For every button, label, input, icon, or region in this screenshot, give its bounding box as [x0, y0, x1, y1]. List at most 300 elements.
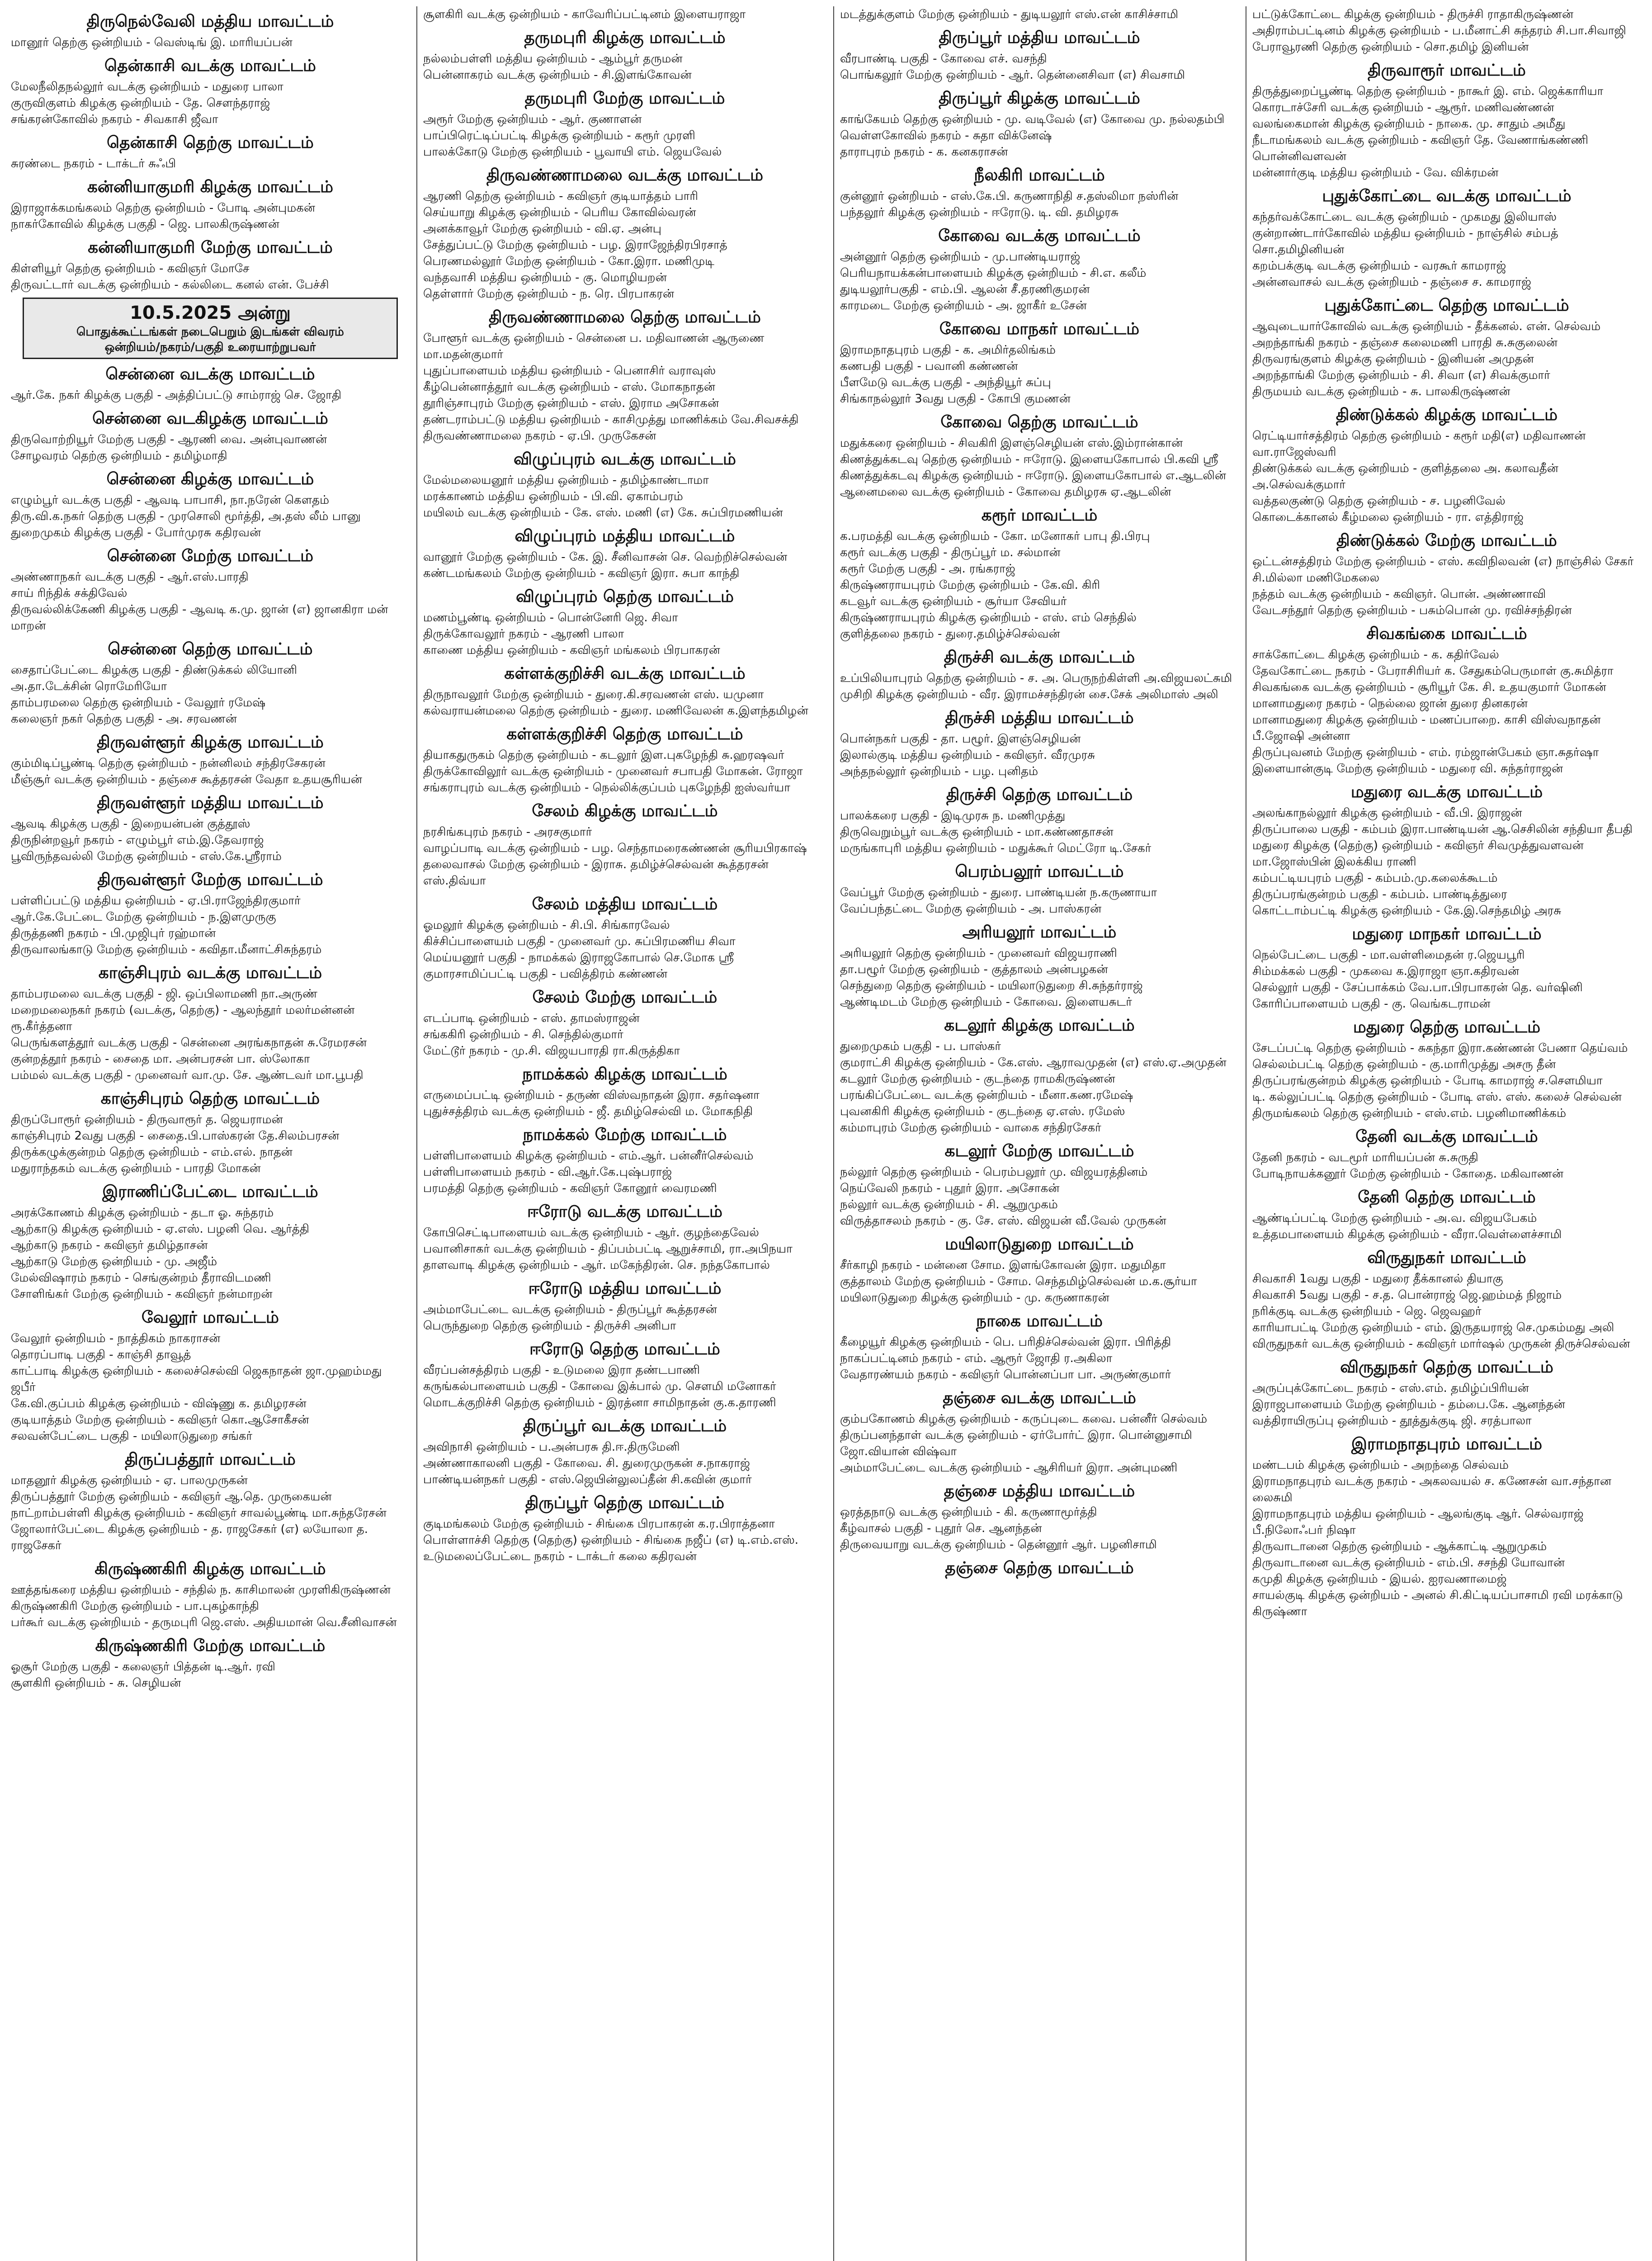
district-heading: புதுக்கோட்டை வடக்கு மாவட்டம் [1322, 187, 1572, 205]
speaker-entry: தியாகதுருகம் தெற்கு ஒன்றியம் - கடலூர் இள.புகழேந்தி சு.ஹரஷவர் [423, 748, 784, 762]
speaker-entry: கோபிசெட்டிபாளையம் வடக்கு ஒன்றியம் - ஆர். குழந்தைவேல் [423, 1226, 759, 1239]
district-heading: கரூர் மாவட்டம் [981, 506, 1098, 525]
district-section [1251, 185, 1643, 290]
speaker-entry: உடுமலைப்பேட்டை நகரம் - டாக்டர் கலை கதிரவன் [423, 1550, 697, 1563]
speaker-entry: கிச்சிப்பாளையம் பகுதி - முனைவர் மு. சுப்பிரமணிய சிவா [423, 935, 736, 948]
speaker-entry: கம்மாபுரம் மேற்கு ஒன்றியம் - வாகை சந்திரசேகர் [840, 1121, 1101, 1135]
speaker-entry: அண்ணாகாலனி பகுதி - கோவை. சி. துரைமுருகன் ச.நாகராஜ் [423, 1457, 750, 1470]
speaker-entry: நாட்றாம்பள்ளி கிழக்கு ஒன்றியம் - கவிஞர் சாவல்பூண்டி மா.சுந்தரேசன் [11, 1506, 387, 1520]
speaker-entry: வேடசந்தூர் தெற்கு ஒன்றியம் - பசும்பொன் மு. ரவிச்சந்திரன் [1252, 604, 1572, 617]
notice-line1: பொதுக்கூட்டங்கள் நடைபெறும் இடங்கள் விவரம் [76, 325, 344, 339]
speaker-entry: கிள்ளியூர் தெற்கு ஒன்றியம் - கவிஞர் மோசே [11, 262, 250, 275]
district-section [9, 639, 411, 727]
speaker-entry: குத்தாலம் மேற்கு ஒன்றியம் - சோம. செந்தமிழ்செல்வன் ம.க.சூர்யா [840, 1275, 1197, 1288]
speaker-entry: அவிநாசி ஒன்றியம் - ப.அன்பரசு தி.ஈ.திருமேனி [423, 1440, 680, 1454]
district-section [421, 449, 828, 521]
district-section [9, 237, 411, 293]
district-heading: கடலூர் மேற்கு மாவட்டம் [944, 1142, 1134, 1160]
speaker-entry: காஞ்சிபுரம் 2வது பகுதி - சைதை.பி.பாஸ்கரன் தே.சிலம்பரசன் [11, 1129, 340, 1143]
speaker-entry: வீரப்பன்சத்திரம் பகுதி - உடுமலை இரா தண்டபாணி [423, 1363, 700, 1377]
speaker-entry: தா.பழூர் மேற்கு ஒன்றியம் - குத்தாலம் அன்பழகன் [840, 963, 1108, 976]
speaker-entry: போளூர் வடக்கு ஒன்றியம் - சென்னை ப. மதிவாணன் ஆருணை மா.மதன்குமார் [423, 331, 765, 361]
district-section [838, 1310, 1241, 1383]
speaker-entry: காணை மத்திய ஒன்றியம் - கவிஞர் மங்கலம் பிரபாகரன் [423, 643, 720, 657]
notice-date: 10.5.2025 அன்று [130, 303, 291, 323]
speaker-entry: சலவன்பேட்டை பகுதி - மயிலாடுதுறை சங்கர் [11, 1429, 253, 1443]
district-heading: சேலம் மேற்கு மாவட்டம் [532, 988, 717, 1007]
district-section [838, 1234, 1241, 1306]
district-section [9, 408, 411, 464]
district-heading: ஈரோடு வடக்கு மாவட்டம் [527, 1202, 722, 1221]
speaker-entry: கிருஷ்ணராயபுரம் மேற்கு ஒன்றியம் - கே.வி. கிரி [840, 578, 1100, 592]
district-heading: திருவள்ளூர் மேற்கு மாவட்டம் [97, 870, 323, 889]
district-heading: தேனி தெற்கு மாவட்டம் [1358, 1188, 1536, 1206]
district-section [9, 1558, 411, 1631]
speaker-entry: திருநின்றவூர் நகரம் - எழும்பூர் எம்.இ.தேவராஜ் [11, 833, 264, 847]
district-section [838, 318, 1241, 407]
district-section [421, 1064, 828, 1120]
district-section [1251, 1126, 1643, 1182]
speaker-entry: மேல்விஷாரம் நகரம் - செங்குன்றம் தீராவிடமணி [11, 1271, 271, 1285]
column-divider [833, 6, 834, 2261]
speaker-entry: ஓசூர் மேற்கு பகுதி - கலைஞர் பித்தன் டி.ஆர். ரவி [11, 1660, 275, 1674]
district-heading: விருதுநகர் மாவட்டம் [1367, 1249, 1526, 1267]
speaker-entry: மயிலாடுதுறை கிழக்கு ஒன்றியம் - மு. கருணாகரன் [840, 1291, 1109, 1305]
speaker-entry: சோளிங்கர் மேற்கு ஒன்றியம் - கவிஞர் நன்மாறன் [11, 1287, 273, 1301]
speaker-entry: ஆர்.கே.பேட்டை மேற்கு ஒன்றியம் - ந.இளமுருகு [11, 910, 276, 924]
speaker-entry: வத்தலகுண்டு தெற்கு ஒன்றியம் - ச. பழனிவேல் [1252, 494, 1506, 508]
speaker-entry: அம்மாபேட்டை வடக்கு ஒன்றியம் - ஆசிரியர் இரா. அன்புமணி [840, 1461, 1178, 1475]
speaker-entry: வேதாரண்யம் நகரம் - கவிஞர் பொன்னப்பா பா. அருண்குமார் [840, 1368, 1171, 1381]
speaker-entry: அன்னூர் தெற்கு ஒன்றியம் - மு.பாண்டியராஜ் [840, 250, 1081, 264]
speaker-entry: கமுதி கிழக்கு ஒன்றியம் - இயல். ஐரவணாமைஜ் [1252, 1572, 1507, 1586]
speaker-entry: சோழவரம் தெற்கு ஒன்றியம் - தமிழ்மாதி [11, 449, 227, 463]
speaker-entry: பாப்பிரெட்டிப்பட்டி கிழக்கு ஒன்றியம் - கரூர் முரளி [423, 129, 695, 142]
district-section [838, 647, 1241, 703]
speaker-entry: விருத்தாசலம் நகரம் - கு. சே. எஸ். விஜயன் வீ.வேல் முருகன் [840, 1214, 1166, 1228]
speaker-entry: திருவாடானை தெற்கு ஒன்றியம் - ஆக்காட்டி ஆறுமுகம் [1252, 1540, 1547, 1553]
speaker-entry: மதுராந்தகம் வடக்கு ஒன்றியம் - பாரதி மோகன் [11, 1162, 261, 1175]
speaker-entry: செல்லம்பட்டி தெற்கு ஒன்றியம் - கு.மாரிமுத்து அசரு தீன் [1252, 1058, 1556, 1071]
district-section [1251, 6, 1643, 55]
speaker-entry: திருப்பரங்குன்றம் பகுதி - கம்பம். பாண்டித்துரை [1252, 888, 1507, 901]
speaker-entry: கரூர் வடக்கு பகுதி - திருப்பூர் ம. சல்மான் [840, 546, 1061, 559]
speaker-entry: மேல்மலையனூர் மத்திய ஒன்றியம் - தமிழ்காண்டாமா [423, 473, 709, 487]
speaker-entry: திருவாலங்காடு மேற்கு ஒன்றியம் - கவிதா.மீனாட்சிசுந்தரம் [11, 943, 322, 956]
district-section [9, 364, 411, 403]
speaker-entry: சூளகிரி ஒன்றியம் - சு. செழியன் [11, 1676, 181, 1690]
speaker-entry: பூவிருந்தவல்லி மேற்கு ஒன்றியம் - எஸ்.கே.ஸ்ரீராம் [11, 850, 282, 863]
speaker-entry: கலைஞர் நகர் தெற்கு பகுதி - அ. சரவணன் [11, 712, 237, 726]
district-section [9, 1449, 411, 1554]
speaker-entry: பீளமேடு வடக்கு பகுதி - அந்தியூர் சுப்பு [840, 376, 1051, 389]
district-section [1251, 530, 1643, 619]
speaker-entry: அறந்தாங்கி மேற்கு ஒன்றியம் - சி. சிவா (எ) சிவக்குமார் [1252, 369, 1550, 382]
newspaper-page [9, 6, 1643, 2261]
district-section [9, 1307, 411, 1444]
district-section [838, 225, 1241, 314]
district-section [421, 6, 828, 23]
meetings-notice-box [23, 298, 398, 359]
speaker-entry: அம்மாபேட்டை வடக்கு ஒன்றியம் - திருப்பூர் கூத்தரசன் [423, 1303, 717, 1316]
speaker-entry: கிருஷ்ணகிரி மேற்கு ஒன்றியம் - பா.புகழ்காந்தி [11, 1599, 259, 1613]
speaker-entry: தொரப்பாடி பகுதி - காஞ்சி தாவூத் [11, 1348, 191, 1362]
speaker-entry: கொடைக்கானல் கீழ்மலை ஒன்றியம் - ரா. எத்திராஜ் [1252, 511, 1524, 524]
district-section [421, 27, 828, 83]
speaker-entry: தண்டராம்பட்டு மத்திய ஒன்றியம் - காசிமுத்து மாணிக்கம் வே.சிவசக்தி [423, 413, 799, 426]
speaker-entry: ஆவடி கிழக்கு பகுதி - இறையன்பன் குத்தூஸ் [11, 817, 250, 831]
speaker-entry: நல்லூர் தெற்கு ஒன்றியம் - பெரம்பலூர் மு. விஜயரத்தினம் [840, 1165, 1148, 1179]
column-3 [838, 6, 1241, 2261]
speaker-entry: மணம்பூண்டி ஒன்றியம் - பொன்னேரி ஜெ. சிவா [423, 611, 678, 624]
speaker-entry: ஆற்காடு நகரம் - கவிஞர் தமிழ்தாசன் [11, 1239, 208, 1252]
speaker-entry: போடிநாயக்கனூர் மேற்கு ஒன்றியம் - கோதை. மகிவாணன் [1252, 1167, 1564, 1181]
speaker-entry: அருப்புக்கோட்டை நகரம் - எஸ்.எம். தமிழ்ப்பிரியன் [1252, 1381, 1529, 1395]
speaker-entry: வாழப்பாடி வடக்கு ஒன்றியம் - பழ. செந்தாமரைகண்ணன் சூரியபிரகாஷ் [423, 842, 807, 855]
speaker-entry: திருப்புவனம் மேற்கு ஒன்றியம் - எம். ரம்ஜான்பேகம் ஞா.சுதர்ஷா [1252, 746, 1599, 759]
speaker-entry: சேடப்பட்டி தெற்கு ஒன்றியம் - சுகந்தா இரா.கண்ணன் பேணா தெய்வம் [1252, 1041, 1628, 1055]
district-heading: திருவள்ளூர் மத்திய மாவட்டம் [97, 794, 324, 812]
district-section [9, 1181, 411, 1302]
speaker-entry: சிவகங்கை வடக்கு ஒன்றியம் - சூரியூர் கே. சி. உதயகுமார் மோகன் [1252, 681, 1606, 694]
speaker-entry: குடிமங்கலம் மேற்கு ஒன்றியம் - சிங்கை பிரபாகரன் க.ர.பிராத்தனா [423, 1517, 775, 1531]
district-section [9, 55, 411, 128]
speaker-entry: நெய்வேலி நகரம் - புதூர் இரா. அசோகன் [840, 1182, 1060, 1195]
speaker-entry: துறைமுகம் பகுதி - ப. பாஸ்கர் [840, 1040, 1001, 1053]
district-heading: தருமபுரி மேற்கு மாவட்டம் [524, 89, 725, 108]
speaker-entry: இராமநாதபுரம் மத்திய ஒன்றியம் - ஆலங்குடி ஆர். செல்வராஜ் பீ.நிலோஃபர் நிஷா [1252, 1507, 1584, 1537]
speaker-entry: பள்ளிபாளையம் நகரம் - வி.ஆர்.கே.புஷ்பராஜ் [423, 1165, 672, 1179]
district-heading: விழுப்புரம் வடக்கு மாவட்டம் [513, 450, 736, 468]
district-heading: சென்னை தெற்கு மாவட்டம் [108, 640, 313, 658]
speaker-entry: ஆவுடையார்கோவில் வடக்கு ஒன்றியம் - தீக்கனல். என். செல்வம் [1252, 320, 1601, 333]
speaker-entry: ஆர்.கே. நகர் கிழக்கு பகுதி - அத்திப்பட்டு சாம்ராஜ் செ. ஜோதி [11, 388, 342, 402]
speaker-entry: அ.தா.டேக்சின் ரொமேரியோ [11, 680, 167, 693]
district-section [421, 724, 828, 796]
speaker-entry: திருவல்லிக்கேணி கிழக்கு பகுதி - ஆவடி க.மு. ஜான் (எ) ஜானகிரா மன் மாறன் [11, 603, 388, 633]
speaker-entry: திருப்பனந்தாள் வடக்கு ஒன்றியம் - ஏர்போர்ட் இரா. பொன்னுசாமி ஜோ.வியான் விஷ்வா [840, 1428, 1192, 1458]
speaker-entry: அரூர் மேற்கு ஒன்றியம் - ஆர். குணாளன் [423, 113, 642, 126]
speaker-entry: கிணத்துக்கடவு தெற்கு ஒன்றியம் - ஈரோடு. இளையகோபால் பி.கவி ஸ்ரீ [840, 453, 1218, 466]
speaker-entry: திருவையாறு வடக்கு ஒன்றியம் - தென்னூர் ஆர். பழனிசாமி [840, 1538, 1157, 1551]
speaker-entry: திரு.வி.க.நகர் தெற்கு பகுதி - முரசொலி மூர்த்தி, அ.தஸ் லீம் பானு [11, 510, 361, 523]
district-heading: சேலம் மத்திய மாவட்டம் [532, 895, 718, 913]
speaker-entry: தேனி நகரம் - வடமூர் மாரியப்பன் சு.சுருதி [1252, 1151, 1478, 1164]
speaker-entry: விருதுநகர் வடக்கு ஒன்றியம் - கவிஞர் மார்ஷல் முருகன் திருச்செல்வன் [1252, 1337, 1630, 1351]
district-section [421, 1201, 828, 1273]
speaker-entry: கண்டமங்கலம் மேற்கு ஒன்றியம் - கவிஞர் இரா. சுபா காந்தி [423, 567, 740, 580]
speaker-entry: ஒட்டன்சத்திரம் மேற்கு ஒன்றியம் - எஸ். கவிநிலவன் (எ) நாஞ்சில் சேகர் சி.மில்லா மணிமேகலை [1252, 555, 1634, 585]
district-section [421, 800, 828, 889]
speaker-entry: மதுரை கிழக்கு (தெற்கு) ஒன்றியம் - கவிஞர் சிவமுத்துவளவன் மா.ஜோஸ்பின் இலக்கிய ராணி [1252, 839, 1584, 869]
speaker-entry: காங்கேயம் தெற்கு ஒன்றியம் - மு. வடிவேல் (எ) கோவை மு. நல்லதம்பி [840, 113, 1225, 126]
speaker-entry: அரியலூர் தெற்கு ஒன்றியம் - முனைவர் விஜயராணி [840, 946, 1117, 960]
speaker-entry: எழும்பூர் வடக்கு பகுதி - ஆவடி பாபாசி, நா.நரேன் கௌதம் [11, 493, 330, 507]
district-section [838, 922, 1241, 1010]
district-heading: விருதுநகர் தெற்கு மாவட்டம் [1340, 1358, 1553, 1376]
speaker-entry: வேலூர் ஒன்றியம் - நாத்திகம் நாகராசன் [11, 1332, 221, 1345]
district-section [421, 894, 828, 982]
speaker-entry: புதுப்பாளையம் மத்திய ஒன்றியம் - பெனாசிர் வராவுஸ் [423, 364, 716, 378]
speaker-entry: திருப்போரூர் ஒன்றியம் - திருவாரூர் த. ஜெயராமன் [11, 1113, 283, 1126]
speaker-entry: இராமநாதபுரம் பகுதி - க. அமிர்தலிங்கம் [840, 343, 1056, 357]
speaker-entry: சிவகாசி 5வது பகுதி - ச.த. பொன்ராஜ் ஜெ.ஹம்மத் நிஜாம் [1252, 1288, 1562, 1302]
district-section [1251, 60, 1643, 181]
speaker-entry: மயிலம் வடக்கு ஒன்றியம் - கே. எஸ். மணி (எ) கே. சுப்பிரமணியன் [423, 506, 783, 520]
district-section [421, 307, 828, 444]
speaker-entry: கோரிப்பாளையம் பகுதி - கு. வெங்கடராமன் [1252, 997, 1491, 1011]
speaker-entry: முசிறி கிழக்கு ஒன்றியம் - வீர. இராமச்சந்திரன் சை.சேக் அலிமாஸ் அலி [840, 688, 1218, 701]
speaker-entry: பம்மல் வடக்கு பகுதி - முனைவர் வா.மு. சே. ஆண்டவர் மா.பூபதி [11, 1069, 363, 1082]
speaker-entry: தேவகோட்டை நகரம் - பேராசிரியர் க. சேதுகம்பெருமாள் கு.சுமித்ரா [1252, 664, 1614, 678]
district-heading: மயிலாடுதுறை மாவட்டம் [945, 1235, 1134, 1253]
speaker-entry: நரிக்குடி வடக்கு ஒன்றியம் - ஜெ. ஜெவஹர் [1252, 1305, 1482, 1318]
district-heading: விழுப்புரம் மத்திய மாவட்டம் [514, 527, 735, 545]
speaker-entry: உத்தமபாளையம் கிழக்கு ஒன்றியம் - வீரா.வெள்ளைச்சாமி [1252, 1228, 1562, 1241]
district-heading: நீலகிரி மாவட்டம் [974, 166, 1105, 184]
district-section [838, 707, 1241, 780]
district-heading: தஞ்சை மத்திய மாவட்டம் [944, 1482, 1135, 1500]
speaker-entry: மொடக்குறிச்சி தெற்கு ஒன்றியம் - இரத்னா சாமிநாதன் கு.க.தாரணி [423, 1396, 776, 1410]
district-heading: பெரம்பலூர் மாவட்டம் [955, 862, 1124, 881]
speaker-entry: குளித்தலை நகரம் - துரை.தமிழ்ச்செல்வன் [840, 627, 1060, 641]
speaker-entry: வந்தவாசி மத்திய ஒன்றியம் - கு. மொழியறன் [423, 271, 667, 284]
speaker-entry: பொங்கலூர் மேற்கு ஒன்றியம் - ஆர். தென்னைசிவா (எ) சிவசாமி [840, 68, 1185, 82]
speaker-entry: மீஞ்சூர் வடக்கு ஒன்றியம் - தஞ்சை கூத்தரசன் வேதா உதயசூரியன் [11, 773, 363, 786]
district-section [421, 663, 828, 719]
district-heading: திருவள்ளூர் கிழக்கு மாவட்டம் [97, 733, 324, 752]
district-heading: கன்னியாகுமரி மேற்கு மாவட்டம் [88, 238, 333, 257]
speaker-entry: பந்தலூர் கிழக்கு ஒன்றியம் - ஈரோடு. டி. வி. தமிழரசு [840, 206, 1119, 219]
speaker-entry: கீழ்பென்னாத்தூர் வடக்கு ஒன்றியம் - எஸ். மோகநாதன் [423, 380, 716, 394]
speaker-entry: வலங்கைமான் கிழக்கு ஒன்றியம் - நாகை. மு. சாதும் அமீது [1252, 117, 1566, 131]
district-heading: நாமக்கல் மேற்கு மாவட்டம் [523, 1126, 727, 1144]
district-section [838, 1015, 1241, 1136]
district-section [838, 1140, 1241, 1229]
speaker-entry: திருமங்கலம் தெற்கு ஒன்றியம் - எஸ்.எம். பழனிமாணிக்கம் [1252, 1107, 1567, 1120]
district-section [1251, 923, 1643, 1012]
speaker-entry: மடத்துக்குளம் மேற்கு ஒன்றியம் - துடியலூர் எஸ்.என் காசிச்சாமி [840, 8, 1179, 21]
district-heading: கிருஷ்ணகிரி மேற்கு மாவட்டம் [95, 1637, 326, 1655]
speaker-entry: சைதாப்பேட்டை கிழக்கு பகுதி - திண்டுக்கல் லியோனி [11, 663, 297, 677]
district-section [421, 88, 828, 160]
speaker-entry: கொரடாச்சேரி வடக்கு ஒன்றியம் - ஆரூர். மணிவண்ணன் [1252, 101, 1554, 114]
speaker-entry: பெருங்களத்தூர் வடக்கு பகுதி - சென்னை அரங்கநாதன் சு.ரேமரசன் [11, 1036, 367, 1050]
speaker-entry: சூளகிரி வடக்கு ஒன்றியம் - காவேரிப்பட்டினம் இளையராஜா [423, 8, 746, 21]
speaker-entry: தாம்பரமலை தெற்கு ஒன்றியம் - வேலூர் ரமேஷ் [11, 696, 266, 710]
speaker-entry: பேராவூரணி தெற்கு ஒன்றியம் - சொ.தமிழ் இனியன் [1252, 40, 1529, 54]
speaker-entry: குன்றத்தூர் நகரம் - சைதை மா. அன்பரசன் பா. ஸ்லோகா [11, 1052, 310, 1066]
district-heading: இராணிப்பேட்டை மாவட்டம் [102, 1183, 318, 1201]
district-section [1251, 781, 1643, 919]
column-4 [1251, 6, 1643, 2261]
district-heading: கள்ளக்குறிச்சி வடக்கு மாவட்டம் [504, 664, 746, 683]
speaker-entry: நெல்பேட்டை பகுதி - மா.வள்ளிமைதன் ர.ஜெயபூரி [1252, 948, 1525, 962]
district-section [9, 732, 411, 788]
speaker-entry: சிவகாசி 1வது பகுதி - மதுரை தீக்கானல் தியாகு [1252, 1272, 1503, 1286]
speaker-entry: கரூர் மேற்கு பகுதி - அ. ரங்கராஜ் [840, 562, 1015, 576]
speaker-entry: அரக்கோணம் கிழக்கு ஒன்றியம் - தடா ஓ. சுந்தரம் [11, 1206, 274, 1220]
speaker-entry: வத்திராயிருப்பு ஒன்றியம் - தூத்துக்குடி ஜி. சரத்பாலா [1252, 1414, 1532, 1428]
district-section [838, 861, 1241, 917]
district-heading: திருப்பூர் தெற்கு மாவட்டம் [525, 1494, 725, 1512]
district-heading: ஈரோடு மத்திய மாவட்டம் [528, 1279, 722, 1298]
district-heading: சென்னை வடகிழக்கு மாவட்டம் [92, 409, 328, 428]
speaker-entry: குமராட்சி கிழக்கு ஒன்றியம் - கே.எஸ். ஆராவமுதன் (எ) எஸ்.ஏ.அமுதன் [840, 1056, 1227, 1069]
speaker-entry: வேப்பூர் மேற்கு ஒன்றியம் - துரை. பாண்டியன் ந.கருணாயா [840, 886, 1157, 899]
district-section [838, 784, 1241, 856]
speaker-entry: கும்மிடிப்பூண்டி தெற்கு ஒன்றியம் - நன்னிலம் சந்திரசேகரன் [11, 757, 326, 770]
speaker-entry: மானாமதுரை நகரம் - நெல்லை ஜான் துரை தினகரன் [1252, 697, 1528, 710]
district-section [9, 11, 411, 51]
speaker-entry: கே.வி.குப்பம் கிழக்கு ஒன்றியம் - விஷ்ணு க. தமிழரசன் [11, 1397, 307, 1410]
speaker-entry: திருப்பாலை பகுதி - கம்பம் இரா.பாண்டியன் ஆ.செசிலின் சந்தியா தீபதி [1252, 823, 1633, 836]
speaker-entry: துடியலூர்பகுதி - எம்.பி. ஆலன் சீ.தரணிகுமரன் [840, 283, 1090, 296]
speaker-entry: திருவண்ணாமலை நகரம் - ஏ.பி. முருகேசன் [423, 429, 656, 443]
district-section [1251, 1357, 1643, 1429]
speaker-entry: செய்யாறு கிழக்கு ஒன்றியம் - பெரிய கோவில்வரன் [423, 206, 696, 219]
district-section [838, 505, 1241, 642]
speaker-entry: தலைவாசல் மேற்கு ஒன்றியம் - இராசு. தமிழ்ச்செல்வன் கூத்தரசன் எஸ்.திவ்யா [423, 858, 769, 888]
speaker-entry: பர்கூர் வடக்கு ஒன்றியம் - தருமபுரி ஜெ.எஸ். அதியமான் வெ.சீனிவாசன் [11, 1616, 397, 1629]
speaker-entry: திருத்தணி நகரம் - பி.முஜிபுர் ரஹ்மான் [11, 927, 216, 940]
speaker-entry: மன்னார்குடி மத்திய ஒன்றியம் - வே. விக்ரமன் [1252, 166, 1499, 180]
district-heading: தென்காசி தெற்கு மாவட்டம் [107, 133, 314, 152]
district-heading: புதுக்கோட்டை தெற்கு மாவட்டம் [1324, 296, 1569, 315]
district-heading: நாமக்கல் கிழக்கு மாவட்டம் [522, 1065, 727, 1083]
speaker-entry: மானாமதுரை கிழக்கு ஒன்றியம் - மணப்பாறை. காசி விஸ்வநாதன் பீ.ஜோஷி அன்னா [1252, 713, 1601, 743]
speaker-entry: கொட்டாம்பட்டி கிழக்கு ஒன்றியம் - கே.இ.செந்தமிழ் அரசு [1252, 904, 1562, 918]
district-section [9, 962, 411, 1083]
column-1 [9, 6, 411, 2261]
district-section [421, 1415, 828, 1488]
speaker-entry: மேட்டூர் நகரம் - மு.சி. விஜயபாரதி ரா.கிருத்திகா [423, 1044, 680, 1058]
district-section [1251, 623, 1643, 777]
speaker-entry: மருங்காபுரி மத்திய ஒன்றியம் - மதுக்கூர் மெட்ரோ டி.சேகர் [840, 842, 1152, 855]
district-section [1251, 295, 1643, 400]
speaker-entry: தாளவாடி கிழக்கு ஒன்றியம் - ஆர். மகேந்திரன். செ. நந்தகோபால் [423, 1258, 770, 1272]
district-section [1251, 1433, 1643, 1620]
district-heading: திருப்பத்தூர் மாவட்டம் [125, 1450, 296, 1469]
speaker-entry: சீர்காழி நகரம் - மன்னை சோம. இளங்கோவன் இரா. மதுமிதா [840, 1258, 1166, 1272]
district-heading: விழுப்புரம் தெற்கு மாவட்டம் [516, 587, 734, 606]
speaker-entry: எடப்பாடி ஒன்றியம் - எஸ். தாமஸ்ராஜன் [423, 1012, 640, 1025]
speaker-entry: கடலூர் மேற்கு ஒன்றியம் - குடந்தை ராமகிருஷ்ணன் [840, 1072, 1115, 1086]
speaker-entry: ஆரணி தெற்கு ஒன்றியம் - கவிஞர் குடியாத்தம் பாரி [423, 189, 699, 203]
speaker-entry: நத்தம் வடக்கு ஒன்றியம் - கவிஞர். பொன். அண்ணாவி [1252, 587, 1546, 601]
district-section [421, 586, 828, 658]
speaker-entry: திருநாவலூர் மேற்கு ஒன்றியம் - துரை.கி.சரவணன் எஸ். யமுனா [423, 688, 764, 701]
district-heading: திண்டுக்கல் மேற்கு மாவட்டம் [1336, 531, 1557, 550]
speaker-entry: ஓமலூர் கிழக்கு ஒன்றியம் - சி.பி. சிங்காரவேல் [423, 918, 670, 932]
district-section [838, 1481, 1241, 1553]
district-heading: நாகை மாவட்டம் [976, 1312, 1103, 1330]
speaker-entry: சாக்கோட்டை கிழக்கு ஒன்றியம் - க. கதிர்வேல் [1252, 648, 1499, 662]
district-heading: கடலூர் கிழக்கு மாவட்டம் [944, 1016, 1135, 1035]
speaker-entry: பாலக்கரை பகுதி - இடிமுரசு ந. மணிமுத்து [840, 809, 1066, 823]
speaker-entry: சேத்துப்பட்டு மேற்கு ஒன்றியம் - பழ. இராஜேந்திரபிரசாத் [423, 238, 727, 252]
speaker-entry: காரியாபட்டி மேற்கு ஒன்றியம் - எம். இருதயராஜ் செ.முகம்மது அலி [1252, 1321, 1614, 1334]
speaker-entry: பென்னாகரம் வடக்கு ஒன்றியம் - சி.இளங்கோவன் [423, 68, 692, 82]
speaker-entry: செந்துறை தெற்கு ஒன்றியம் - மயிலாடுதுறை சி.சுந்தர்ராஜ் [840, 979, 1143, 993]
speaker-entry: மேலநீலிதநல்லூர் வடக்கு ஒன்றியம் - மதுரை பாலா [11, 80, 283, 94]
district-heading: திருச்சி வடக்கு மாவட்டம் [944, 648, 1135, 667]
district-heading: கிருஷ்ணகிரி கிழக்கு மாவட்டம் [94, 1560, 326, 1578]
district-section [421, 1492, 828, 1565]
speaker-entry: உப்பிலியாபுரம் தெற்கு ஒன்றியம் - ச. அ. பெருநற்கிள்ளி அ.விஜயலட்சுமி [840, 672, 1232, 685]
speaker-entry: மாதனூர் கிழக்கு ஒன்றியம் - ஏ. பாலமுருகன் [11, 1474, 248, 1487]
speaker-entry: குமாரசாமிப்பட்டி பகுதி - பவித்திரம் கண்ணன் [423, 967, 668, 981]
district-heading: சேலம் கிழக்கு மாவட்டம் [532, 802, 718, 820]
district-heading: இராமநாதபுரம் மாவட்டம் [1351, 1435, 1543, 1453]
speaker-entry: கம்பட்டியபுரம் பகுதி - கம்பம்.மு.கலைக்கூடம் [1252, 871, 1498, 885]
speaker-entry: கடவூர் வடக்கு ஒன்றியம் - சூர்யா சேவியர் [840, 595, 1067, 608]
speaker-entry: மானூர் தெற்கு ஒன்றியம் - வெஸ்டிங் இ. மாரியப்பன் [11, 36, 293, 49]
speaker-entry: நீடாமங்கலம் வடக்கு ஒன்றியம் - கவிஞர் தே. வேணாங்கண்ணி பொன்னிவளவன் [1252, 133, 1589, 163]
speaker-entry: சிங்காநல்லூர் 3வது பகுதி - கோபி குமணன் [840, 392, 1071, 406]
district-heading: சென்னை கிழக்கு மாவட்டம் [106, 470, 314, 488]
speaker-entry: மண்டபம் கிழக்கு ஒன்றியம் - அறந்தை செல்வம் [1252, 1458, 1509, 1472]
district-heading: சென்னை மேற்கு மாவட்டம் [107, 547, 314, 565]
district-heading: மதுரை வடக்கு மாவட்டம் [1350, 783, 1543, 801]
speaker-entry: சாய் ரிந்திக் சக்திவேல் [11, 587, 127, 600]
district-heading: கோவை மாநகர் மாவட்டம் [939, 320, 1140, 338]
district-section [9, 545, 411, 634]
speaker-entry: திருக்கோவலூர் நகரம் - ஆரணி பாலா [423, 627, 624, 641]
district-section [1251, 1247, 1643, 1352]
speaker-entry: ஆண்டிமடம் மேற்கு ஒன்றியம் - கோவை. இளையசுடர் [840, 995, 1132, 1009]
speaker-entry: திண்டுக்கல் வடக்கு ஒன்றியம் - குளித்தலை அ. கலாவதீன் அ.செல்வக்குமார் [1252, 462, 1558, 492]
speaker-entry: சுரண்டை நகரம் - டாக்டர் சுஃபி [11, 157, 176, 170]
speaker-entry: அனக்காவூர் மேற்கு ஒன்றியம் - வி.ஏ. அன்பு [423, 222, 661, 236]
speaker-entry: செல்லூர் பகுதி - சேப்பாக்கம் வே.பா.பிரபாகரன் தெ. வர்ஷினி [1252, 981, 1583, 994]
speaker-entry: கீழையூர் கிழக்கு ஒன்றியம் - பெ. பரிதிச்செல்வன் இரா. பிரித்தி [840, 1335, 1171, 1349]
speaker-entry: தூரிஞ்சாபுரம் மேற்கு ஒன்றியம் - எஸ். இராம அசோகன் [423, 397, 719, 410]
district-section [9, 132, 411, 172]
speaker-entry: பள்ளிப்பட்டு மத்திய ஒன்றியம் - ஏ.பி.ராஜேந்திரகுமார் [11, 894, 301, 908]
speaker-entry: நல்லம்பள்ளி மத்திய ஒன்றியம் - ஆம்பூர் தருமன் [423, 52, 683, 66]
speaker-entry: அதிராம்பட்டினம் கிழக்கு ஒன்றியம் - ப.மீனாட்சி சுந்தரம் சி.பா.சிவாஜி [1252, 24, 1626, 38]
speaker-entry: ஆனைமலை வடக்கு ஒன்றியம் - கோவை தமிழரசு ஏ.ஆடலின் [840, 485, 1171, 499]
speaker-entry: நாகப்பட்டினம் நகரம் - எம். ஆரூர் ஜோதி ர.அகிலா [840, 1352, 1113, 1365]
speaker-entry: நரசிங்கபுரம் நகரம் - அரசகுமார் [423, 825, 592, 839]
speaker-entry: சங்ககிரி ஒன்றியம் - சி. செந்தில்குமார் [423, 1028, 623, 1041]
speaker-entry: அந்தநல்லூர் ஒன்றியம் - பழ. புனிதம் [840, 765, 1038, 778]
speaker-entry: பட்டுக்கோட்டை கிழக்கு ஒன்றியம் - திருச்சி ராதாகிருஷ்ணன் [1252, 8, 1574, 21]
speaker-entry: இராஜாக்கமங்கலம் தெற்கு ஒன்றியம் - போடி அன்புமகன் [11, 201, 316, 215]
speaker-entry: பவானிசாகர் வடக்கு ஒன்றியம் - திப்பம்பட்டி ஆறுச்சாமி, ரா.அபிநயா [423, 1242, 793, 1256]
district-heading: கன்னியாகுமரி கிழக்கு மாவட்டம் [87, 178, 334, 196]
speaker-entry: கீழ்வாசல் பகுதி - புதூர் செ. ஆனந்தன் [840, 1522, 1042, 1535]
district-heading: சிவகங்கை மாவட்டம் [1366, 624, 1527, 643]
speaker-entry: ஊத்தங்கரை மத்திய ஒன்றியம் - சந்தில் ந. காசிமாலன் முரளிகிருஷ்ணன் [11, 1583, 391, 1597]
speaker-entry: ஆற்காடு கிழக்கு ஒன்றியம் - ஏ.எஸ். பழனி வெ. ஆர்த்தி [11, 1222, 310, 1236]
column-2 [421, 6, 828, 2261]
speaker-entry: மெய்யனூர் பகுதி - நாமக்கல் இராஜகோபால் செ.மோக ஸ்ரீ [423, 951, 734, 965]
speaker-entry: குருவிகுளம் கிழக்கு ஒன்றியம் - தே. சௌந்தராஜ் [11, 96, 270, 110]
speaker-entry: பெரணமல்லூர் மேற்கு ஒன்றியம் - கோ.இரா. மணிமுடி [423, 255, 714, 268]
district-section [421, 1124, 828, 1197]
speaker-entry: காரமடை மேற்கு ஒன்றியம் - அ. ஜாகீர் உசேன் [840, 299, 1087, 312]
speaker-entry: மறைமலைநகர் நகரம் (வடக்கு, தெற்கு) - ஆலந்தூர் மலர்மன்னன் ரூ.கீர்த்தனா [11, 1003, 355, 1033]
district-section [838, 27, 1241, 83]
column-divider [416, 6, 417, 2261]
district-section [838, 165, 1241, 221]
speaker-entry: க.பரமத்தி வடக்கு ஒன்றியம் - கோ. மனோகர் பாபு தி.பிரபு [840, 530, 1150, 543]
district-section [421, 1278, 828, 1334]
district-heading: வேலூர் மாவட்டம் [142, 1308, 279, 1327]
speaker-entry: திருப்பரங்குன்றம் கிழக்கு ஒன்றியம் - போடி காமராஜ் ச.சௌமியா [1252, 1074, 1603, 1088]
